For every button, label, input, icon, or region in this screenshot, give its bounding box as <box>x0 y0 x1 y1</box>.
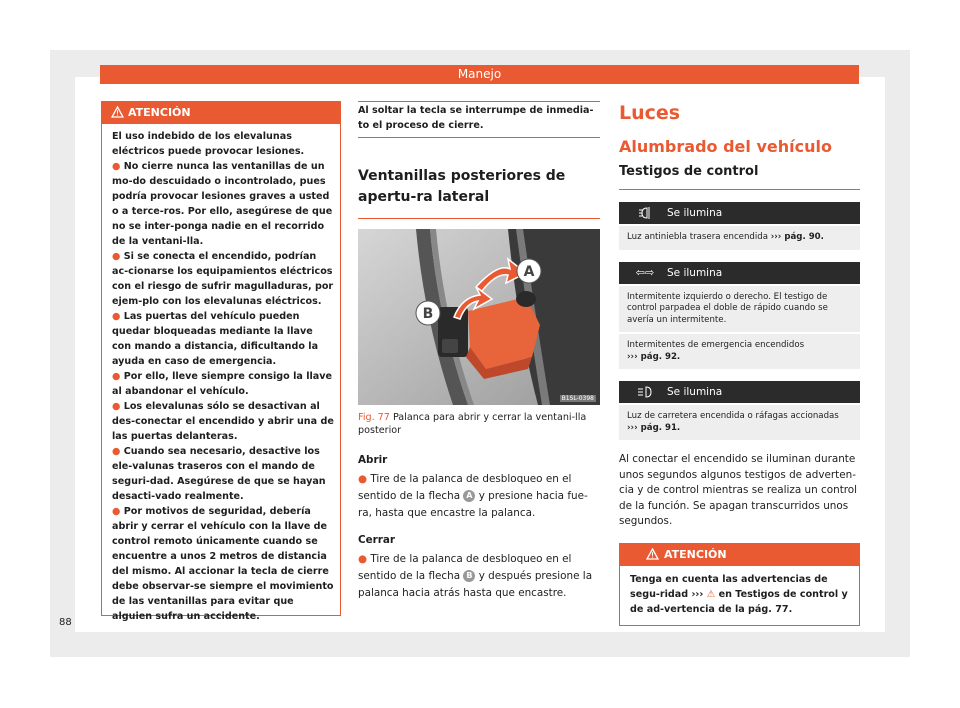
high-beam-icon <box>633 381 657 406</box>
page-ref: ››› pág. 92. <box>627 351 681 362</box>
warning-body <box>102 124 340 624</box>
warning-box-right <box>619 543 860 626</box>
chapter-subtitle: Alumbrado del vehículo <box>619 137 832 156</box>
right-column <box>619 101 860 626</box>
warning-bullet: ● Si se conecta el encendido, podrían ac-cionarse los equipamientos eléctricos con el riesgo de sufrir magulladuras, por ejem-plo con los elevalunas eléctricos. <box>112 251 334 307</box>
indicator-label: Se ilumina <box>667 207 723 219</box>
indicator-header-highbeam <box>619 381 860 403</box>
chapter-header: Manejo <box>100 65 859 84</box>
warning-intro: El uso indebido de los elevalunas eléctricos puede provocar lesiones. <box>112 131 305 157</box>
indicator-header-turn <box>619 262 860 284</box>
marker-a: A <box>463 490 475 502</box>
warning-bullet: ● Por ello, lleve siempre consigo la llave al abandonar el vehículo. <box>112 371 333 397</box>
bullet-icon: ● <box>358 473 371 485</box>
bullet-icon: ● <box>112 401 124 412</box>
warning-title: ATENCIÓN <box>128 106 191 119</box>
boxed-note: Al soltar la tecla se interrumpe de inmedia-to el proceso de cierre. <box>358 101 600 138</box>
bullet-icon: ● <box>358 553 371 565</box>
open-heading: Abrir <box>358 454 388 466</box>
turn-signal-icon: ⇦⇨ <box>635 265 655 279</box>
warning-triangle-icon: ⚠ <box>706 588 716 600</box>
bullet-icon: ● <box>112 251 124 262</box>
bullet-icon: ● <box>112 371 124 382</box>
warning-triangle-icon <box>111 106 124 118</box>
indicator-label: Se ilumina <box>667 386 723 398</box>
indicator-row: Luz antiniebla trasera encendida ››› pág. 90. <box>619 226 860 250</box>
marker-b: B <box>463 570 475 582</box>
warning-bullet: ● Las puertas del vehículo pueden quedar bloqueadas mediante la llave con mando a distancia, dificultando la ayuda en caso de emergencia. <box>112 311 319 367</box>
middle-column <box>358 101 600 602</box>
figure-illustration <box>358 229 600 405</box>
rear-fog-light-icon <box>633 202 657 227</box>
figure-label-a: A <box>523 264 535 280</box>
figure-caption <box>358 411 600 437</box>
warning-header <box>620 544 859 566</box>
figure-rear-window-lever <box>358 229 600 405</box>
warning-bullet: ● Cuando sea necesario, desactive los ele-valunas traseros con el mando de seguri-dad. Asegúrese de que se hayan desacti-vado realmente. <box>112 446 326 502</box>
warning-bullet: ● Por motivos de seguridad, debería abrir y cerrar el vehículo con la llave de control remoto únicamente cuando se encuentre a unos 2 metros de distancia del mismo. Al accionar la tecla de cierre debe observar-se siempre el movimiento de las ventanillas para evitar que alguien sufra un accidente. <box>112 506 334 622</box>
warning-bullet: ● No cierre nunca las ventanillas de un mo-do descuidado o incontrolado, pues podría provocar lesiones graves a usted o a terce-ros. Por ello, asegúrese de que no se inter-ponga nadie en el recorrido de la ventani-lla. <box>112 161 333 247</box>
indicator-row: Intermitente izquierdo o derecho. El testigo de control parpadea el doble de rápido cuando se avería un intermitente. <box>619 286 860 333</box>
bullet-icon: ● <box>112 311 124 322</box>
warning-box-left <box>101 101 341 622</box>
caption-text: Palanca para abrir y cerrar la ventani-lla posterior <box>358 412 587 436</box>
bullet-icon: ● <box>112 506 124 517</box>
warning-header <box>102 102 340 124</box>
section-heading: Testigos de control <box>619 163 860 190</box>
open-step: ● Tire de la palanca de desbloqueo en el sentido de la flecha A y presione hacia fue-ra, hasta que encastre la palanca. <box>358 473 588 519</box>
instructions <box>358 452 600 602</box>
figure-label-b: B <box>422 306 434 322</box>
indicator-row: Luz de carretera encendida o ráfagas accionadas ››› pág. 91. <box>619 405 860 440</box>
warning-bullet: ● Los elevalunas sólo se desactivan al des-conectar el encendido y abrir una de las puertas delanteras. <box>112 401 334 442</box>
caption-label: Fig. 77 <box>358 412 390 423</box>
bullet-icon: ● <box>112 446 124 457</box>
chapter-title: Luces <box>619 102 681 124</box>
indicator-label: Se ilumina <box>667 266 723 279</box>
warning-triangle-icon <box>646 548 659 560</box>
indicator-row: Intermitentes de emergencia encendidos ››› pág. 92. <box>619 334 860 369</box>
info-paragraph: Al conectar el encendido se iluminan durante unos segundos algunos testigos de adverten-cia y de control mientras se realiza un control de la función. Se apagan transcurridos unos segundos. <box>619 453 858 527</box>
close-step: ● Tire de la palanca de desbloqueo en el sentido de la flecha B y después presione la palanca hacia atrás hasta que encastre. <box>358 553 593 599</box>
page-ref: ››› pág. 90. <box>770 232 824 242</box>
page-ref: ››› pág. 91. <box>627 422 681 433</box>
section-title: Ventanillas posteriores de apertu-ra lateral <box>358 166 600 219</box>
figure-code: B1SL-0398 <box>561 395 594 402</box>
warning-title: ATENCIÓN <box>664 547 727 561</box>
bullet-icon: ● <box>112 161 124 172</box>
indicator-header-fog <box>619 202 860 224</box>
close-heading: Cerrar <box>358 534 396 546</box>
warning-body: Tenga en cuenta las advertencias de segu-ridad ››› ⚠ en Testigos de control y de ad-vertencia de la pág. 77. <box>630 573 848 615</box>
page-number: 88 <box>59 617 72 628</box>
